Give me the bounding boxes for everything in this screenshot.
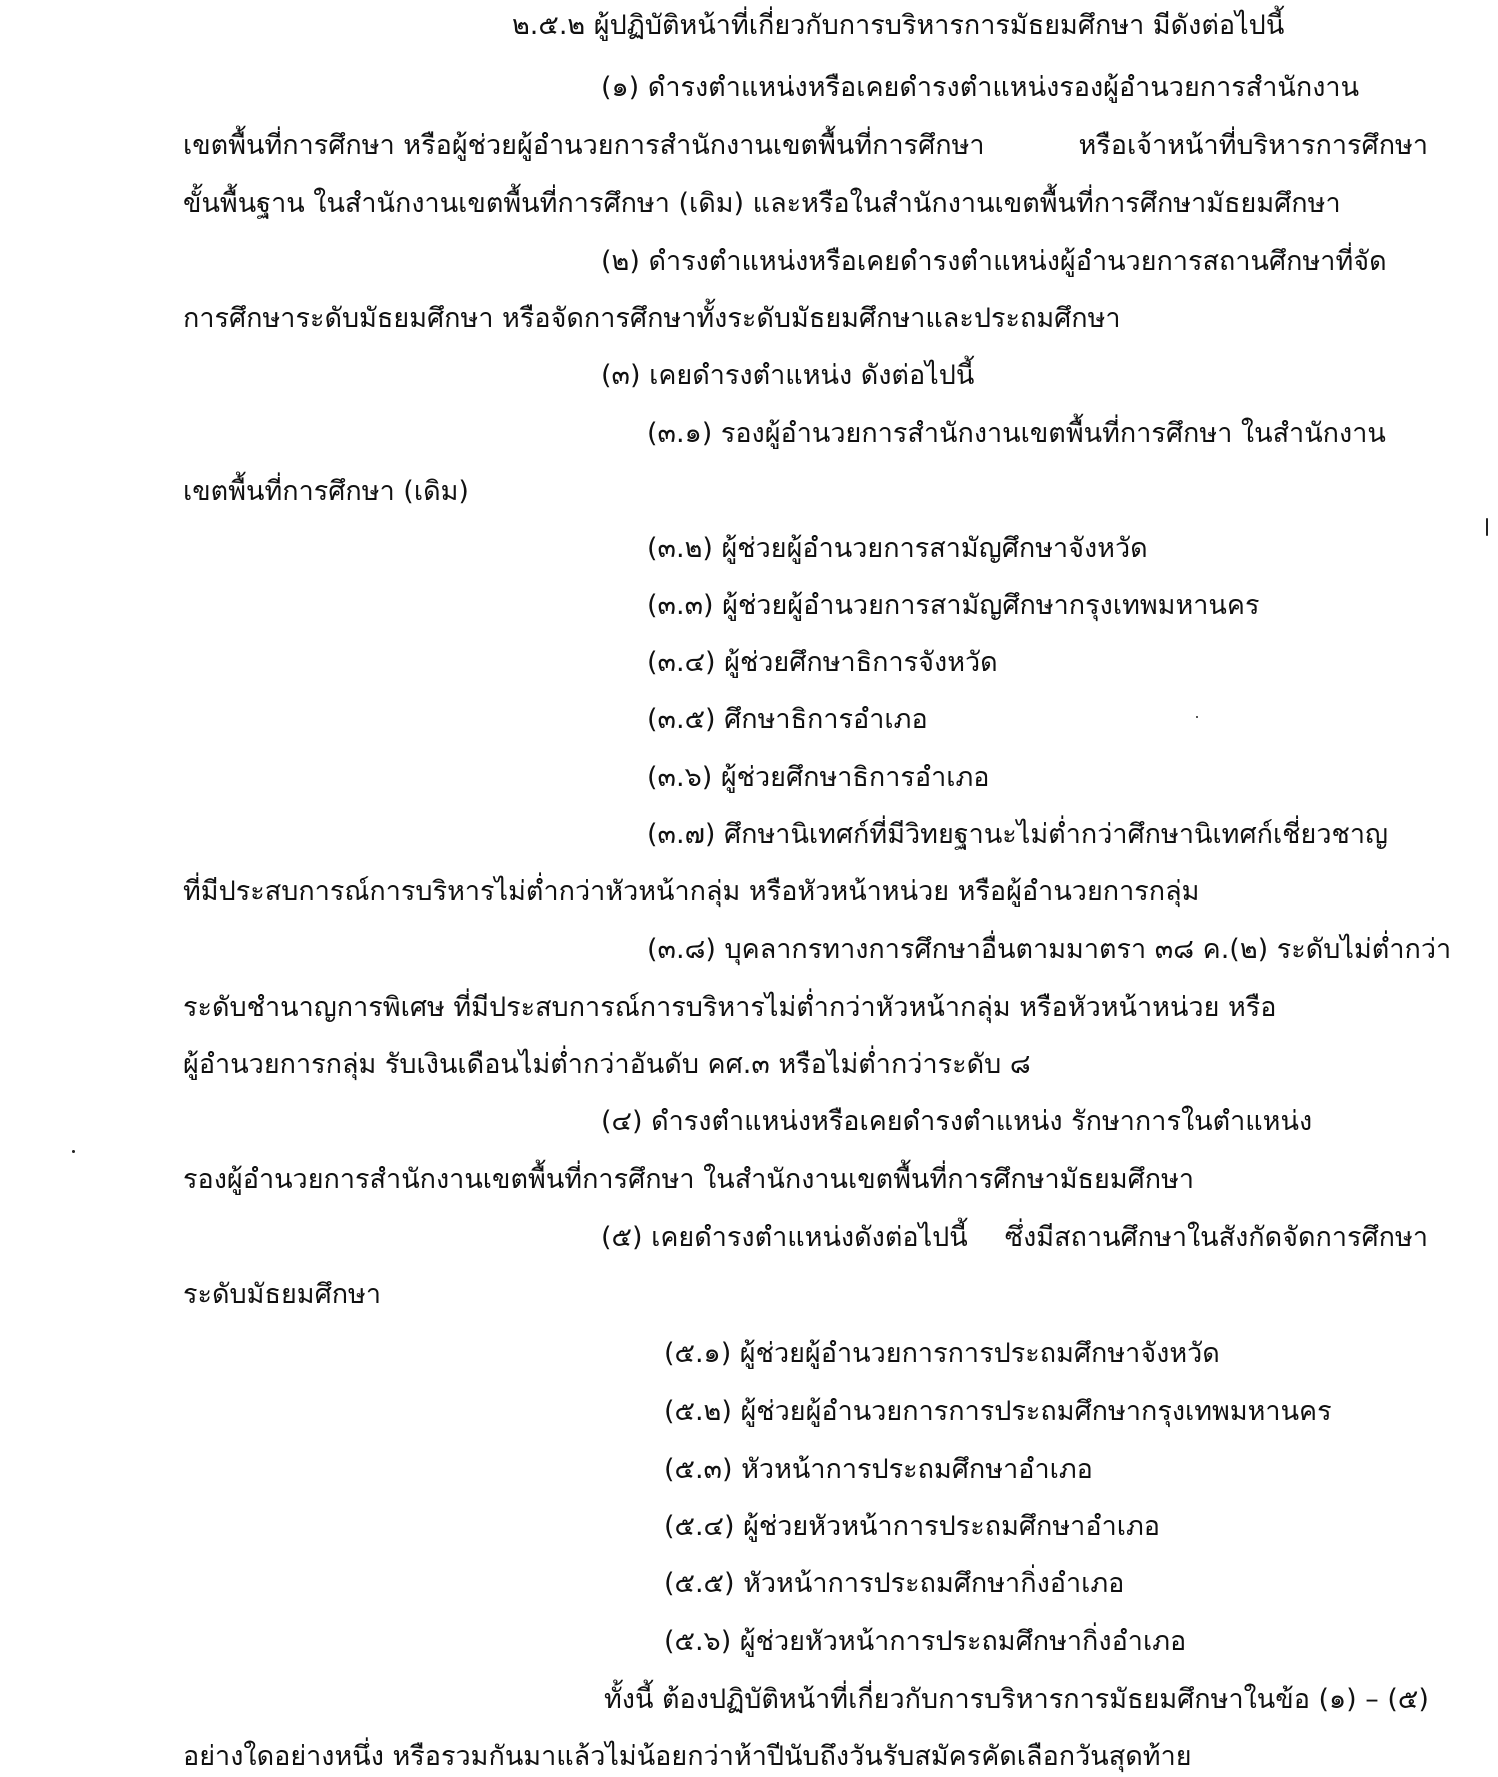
closing-line-1: ทั้งนี้ ต้องปฏิบัติหน้าที่เกี่ยวกับการบริหารการมัธยมศึกษาในข้อ (๑) – (๕) — [604, 1684, 1429, 1715]
item-3-8-line-3: ผู้อำนวยการกลุ่ม รับเงินเดือนไม่ต่ำกว่าอันดับ คศ.๓ หรือไม่ต่ำกว่าระดับ ๘ — [183, 1049, 1031, 1080]
item-1-line-2-part-b: หรือเจ้าหน้าที่บริหารการศึกษา — [1078, 130, 1428, 161]
item-5-5: (๕.๕) หัวหน้าการประถมศึกษากิ่งอำเภอ — [664, 1568, 1125, 1599]
item-2-line-1: (๒) ดำรงตำแหน่งหรือเคยดำรงตำแหน่งผู้อำนวยการสถานศึกษาที่จัด — [601, 246, 1387, 277]
item-5-6: (๕.๖) ผู้ช่วยหัวหน้าการประถมศึกษากิ่งอำเภอ — [664, 1626, 1187, 1657]
section-heading: ๒.๕.๒ ผู้ปฏิบัติหน้าที่เกี่ยวกับการบริหารการมัธยมศึกษา มีดังต่อไปนี้ — [512, 10, 1285, 41]
item-1-line-1: (๑) ดำรงตำแหน่งหรือเคยดำรงตำแหน่งรองผู้อำนวยการสำนักงาน — [601, 72, 1360, 103]
item-3-7-line-2: ที่มีประสบการณ์การบริหารไม่ต่ำกว่าหัวหน้ากลุ่ม หรือหัวหน้าหน่วย หรือผู้อำนวยการกลุ่ม — [183, 876, 1200, 907]
item-3-8-line-2: ระดับชำนาญการพิเศษ ที่มีประสบการณ์การบริหารไม่ต่ำกว่าหัวหน้ากลุ่ม หรือหัวหน้าหน่วย หรือ — [183, 992, 1277, 1023]
item-3-4: (๓.๔) ผู้ช่วยศึกษาธิการจังหวัด — [647, 647, 998, 678]
item-3-8-line-1: (๓.๘) บุคลากรทางการศึกษาอื่นตามมาตรา ๓๘ ค.(๒) ระดับไม่ต่ำกว่า — [647, 934, 1452, 965]
item-5-4: (๕.๔) ผู้ช่วยหัวหน้าการประถมศึกษาอำเภอ — [664, 1511, 1160, 1542]
item-3-5: (๓.๕) ศึกษาธิการอำเภอ — [647, 704, 928, 735]
scan-speck — [1196, 716, 1198, 718]
item-3-1-line-1: (๓.๑) รองผู้อำนวยการสำนักงานเขตพื้นที่การศึกษา ในสำนักงาน — [647, 418, 1386, 449]
item-5-line-1-part-b: ซึ่งมีสถานศึกษาในสังกัดจัดการศึกษา — [1004, 1222, 1428, 1253]
item-3-7-line-1: (๓.๗) ศึกษานิเทศก์ที่มีวิทยฐานะไม่ต่ำกว่าศึกษานิเทศก์เชี่ยวชาญ — [647, 819, 1388, 850]
item-5-line-2: ระดับมัธยมศึกษา — [183, 1279, 382, 1310]
item-1-line-2 — [183, 126, 1428, 166]
item-3-1-line-2: เขตพื้นที่การศึกษา (เดิม) — [183, 476, 469, 507]
scan-mark — [1486, 518, 1488, 536]
item-5-3: (๕.๓) หัวหน้าการประถมศึกษาอำเภอ — [664, 1454, 1093, 1485]
item-5-1: (๕.๑) ผู้ช่วยผู้อำนวยการการประถมศึกษาจังหวัด — [664, 1338, 1220, 1369]
item-3-intro: (๓) เคยดำรงตำแหน่ง ดังต่อไปนี้ — [601, 360, 975, 391]
item-2-line-2: การศึกษาระดับมัธยมศึกษา หรือจัดการศึกษาทั้งระดับมัธยมศึกษาและประถมศึกษา — [183, 303, 1121, 334]
item-5-2: (๕.๒) ผู้ช่วยผู้อำนวยการการประถมศึกษากรุงเทพมหานคร — [664, 1396, 1332, 1427]
item-1-line-2-part-a: เขตพื้นที่การศึกษา หรือผู้ช่วยผู้อำนวยการสำนักงานเขตพื้นที่การศึกษา — [183, 130, 985, 161]
item-5-line-1-part-a: (๕) เคยดำรงตำแหน่งดังต่อไปนี้ — [601, 1222, 968, 1253]
item-5-line-1 — [601, 1218, 1428, 1258]
closing-line-2: อย่างใดอย่างหนึ่ง หรือรวมกันมาแล้วไม่น้อยกว่าห้าปีนับถึงวันรับสมัครคัดเลือกวันสุดท้าย — [183, 1741, 1192, 1772]
item-3-6: (๓.๖) ผู้ช่วยศึกษาธิการอำเภอ — [647, 762, 990, 793]
item-4-line-1: (๔) ดำรงตำแหน่งหรือเคยดำรงตำแหน่ง รักษาการในตำแหน่ง — [601, 1106, 1313, 1137]
item-3-3: (๓.๓) ผู้ช่วยผู้อำนวยการสามัญศึกษากรุงเทพมหานคร — [647, 590, 1260, 621]
item-1-line-3: ขั้นพื้นฐาน ในสำนักงานเขตพื้นที่การศึกษา (เดิม) และหรือในสำนักงานเขตพื้นที่การศึกษามัธยมศึกษา — [183, 188, 1341, 219]
scan-speck — [72, 1150, 75, 1153]
item-4-line-2: รองผู้อำนวยการสำนักงานเขตพื้นที่การศึกษา ในสำนักงานเขตพื้นที่การศึกษามัธยมศึกษา — [183, 1164, 1195, 1195]
item-3-2: (๓.๒) ผู้ช่วยผู้อำนวยการสามัญศึกษาจังหวัด — [647, 533, 1148, 564]
